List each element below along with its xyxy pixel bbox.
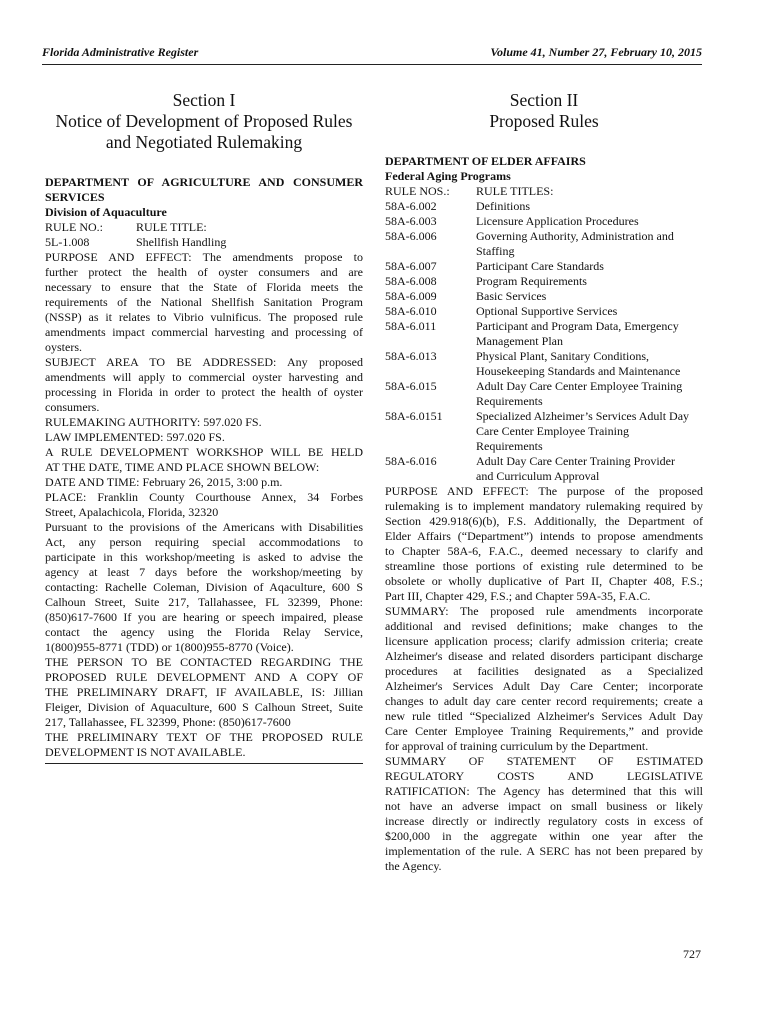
rule-title-line: Participant and Program Data, Emergency [476,319,679,333]
rule-row [385,274,703,289]
rule-title-line: Definitions [476,199,530,213]
rule-title-line: Requirements [476,394,543,408]
preliminary-text-notice [45,730,363,760]
text-line: PURPOSE AND EFFECT: The purpose of the proposed [385,484,703,498]
summary [385,604,703,754]
rule-nos-label: RULE NOS.: [385,184,450,198]
text-line: Care Center Employee Training Requirements,” and provide [385,724,703,738]
rule-list [385,199,703,484]
rule-title-line: Staffing [476,244,515,258]
text-line: THE PERSON TO BE CONTACTED REGARDING THE [45,655,363,669]
text-line: implementation of the rule. A SERC has not been prepared by [385,844,703,858]
text-line: not have an adverse impact on small business or likely [385,799,703,813]
text-line: changes to adult day care center record requirements; create a [385,694,703,708]
rule-row [385,304,703,319]
program-name: Federal Aging Programs [385,169,511,183]
rule-title [476,259,703,274]
notice-end-divider [45,763,363,764]
rule-title-line: Specialized Alzheimer’s Services Adult Day [476,409,690,423]
text-line: Fleiger, Division of Aquaculture, 600 S Calhoun Street, Suite [45,700,363,714]
text-line: requirements of the National Shellfish Sanitation Program [45,295,363,309]
rule-title [476,274,703,289]
text-line: licensure application process; clarify admission criteria; create [385,634,703,648]
volume-info: Volume 41, Number 27, February 10, 2015 [490,45,702,59]
rule-title-line: Physical Plant, Sanitary Conditions, [476,349,649,363]
rule-title [476,214,703,229]
rule-number: 58A-6.010 [385,304,437,318]
text-line: amendments impact commercial harvesting and processing of [45,325,363,339]
rule-row [385,229,703,259]
text-line: procedures at facilities designated as a Specialized [385,664,703,678]
rule-row [385,319,703,349]
text-line: contacting: Rachelle Coleman, Division of Aqaculture, 600 S [45,580,363,594]
rule-title-line: Adult Day Care Center Training Provider [476,454,675,468]
division-name: Division of Aquaculture [45,205,167,219]
rule-number: 58A-6.015 [385,379,437,393]
rule-number: 5L-1.008 [45,235,90,249]
rule-number: 58A-6.009 [385,289,437,303]
text-line: oysters. [45,340,82,354]
text-line: Section 429.918(6)(b), F.S. Additionally, the Department of [385,514,703,528]
rule-title-line: and Curriculum Approval [476,469,600,483]
rule-titles-label: RULE TITLES: [476,184,554,198]
text-line: amendments will apply to commercial oyster harvesting and [45,370,363,384]
rule-title-line: Program Requirements [476,274,587,288]
text-line: Calhoun Street, Suite 217, Tallahassee, FL 32399, Phone: [45,595,363,609]
text-line: further protect the health of oyster consumers and are [45,265,363,279]
running-header [42,45,702,63]
rule-row [385,214,703,229]
section-heading-line: Notice of Development of Proposed Rules [55,111,353,131]
text-line: participate in this workshop/meeting is asked to advise the [45,550,363,564]
rule-number: 58A-6.008 [385,274,437,288]
text-line: (NSSP) as it relates to Vibrio vulnificus. The proposed rule [45,310,363,324]
section-ii-heading [385,90,703,132]
text-line: SUBJECT AREA TO BE ADDRESSED: Any proposed [45,355,363,369]
rule-title-line: Adult Day Care Center Employee Training [476,379,683,393]
text-line: increase directly or indirectly regulatory costs in excess of [385,814,703,828]
law-implemented: LAW IMPLEMENTED: 597.020 FS. [45,430,225,444]
text-line: A RULE DEVELOPMENT WORKSHOP WILL BE HELD [45,445,363,459]
workshop-place [45,490,363,520]
rule-row [385,379,703,409]
section-heading-line: Section II [509,90,579,110]
subject-area [45,355,363,415]
serc-summary [385,754,703,874]
rule-title [476,379,703,409]
text-line: REGULATORY COSTS AND LEGISLATIVE [385,769,703,783]
right-column [385,90,703,874]
agriculture-notice [45,175,363,764]
rule-row [45,235,363,250]
rule-title [476,349,703,379]
rule-row [385,199,703,214]
page-number: 727 [683,947,701,961]
rule-number: 58A-6.016 [385,454,437,468]
rule-title-line: Participant Care Standards [476,259,604,273]
section-heading-line: and Negotiated Rulemaking [105,132,303,152]
rule-row [385,289,703,304]
text-line: 1(800)955-8771 (TDD) or 1(800)955-8770 (Voice). [45,640,294,654]
text-line: RATIFICATION: The Agency has determined that this will [385,784,703,798]
text-line: THE PRELIMINARY TEXT OF THE PROPOSED RULE [45,730,363,744]
rule-title-label: RULE TITLE: [136,220,207,234]
rule-title-line: Governing Authority, Administration and [476,229,674,243]
text-line: SUMMARY: The proposed rule amendments incorporate [385,604,703,618]
rule-title-line: Housekeeping Standards and Maintenance [476,364,681,378]
text-line: PROPOSED RULE DEVELOPMENT AND A COPY OF [45,670,363,684]
text-line: processing in Florida in order to protect the health of oyster [45,385,363,399]
rule-row [385,349,703,379]
department-name: DEPARTMENT OF ELDER AFFAIRS [385,154,586,168]
rule-title-line: Requirements [476,439,543,453]
text-line: Pursuant to the provisions of the Americans with Disabilities [45,520,363,534]
header-divider [42,64,702,65]
text-line: AT THE DATE, TIME AND PLACE SHOWN BELOW: [45,460,320,474]
rulemaking-authority: RULEMAKING AUTHORITY: 597.020 FS. [45,415,262,429]
rule-title [476,409,703,454]
text-line: Elder Affairs (“Department”) intends to propose amendments [385,529,703,543]
workshop-date-time: DATE AND TIME: February 26, 2015, 3:00 p.m. [45,475,283,489]
ada-accommodations [45,520,363,655]
rule-no-label: RULE NO.: [45,220,103,234]
elder-affairs-notice [385,154,703,874]
rule-number: 58A-6.007 [385,259,437,273]
rule-number: 58A-6.0151 [385,409,443,423]
text-line: agency at least 7 days before the workshop/meeting by [45,565,363,579]
text-line: $200,000 in the aggregate within one year after the [385,829,703,843]
purpose-and-effect [45,250,363,355]
text-line: 217, Tallahassee, FL 32399, Phone: (850)617-7600 [45,715,291,729]
rule-number: 58A-6.003 [385,214,437,228]
text-line: consumers. [45,400,100,414]
rule-title-line: Optional Supportive Services [476,304,618,318]
rule-title [476,454,703,484]
text-line: PLACE: Franklin County Courthouse Annex, 34 Forbes [45,490,363,504]
rule-row [385,259,703,274]
rule-title [476,199,703,214]
text-line: rulemaking is to implement mandatory rulemaking required by [385,499,703,513]
rule-title-line: Care Center Employee Training [476,424,629,438]
rule-title [476,289,703,304]
rule-number: 58A-6.006 [385,229,437,243]
workshop-notice [45,445,363,475]
department-name: SERVICES [45,190,105,204]
publication-title: Florida Administrative Register [42,45,199,59]
text-line: (850)617-7600 If you are hearing or speech impaired, please [45,610,363,624]
rule-label-row [45,220,363,235]
text-line: additional and revised definitions; make changes to the [385,619,703,633]
section-i-heading [45,90,363,153]
rule-title: Shellfish Handling [136,235,227,249]
text-line: necessary to ensure that the State of Florida meets the [45,280,363,294]
rule-title [476,319,703,349]
text-line: contact the agency using the Florida Relay Service, [45,625,363,639]
text-line: Act, any person requiring special accommodations to [45,535,363,549]
text-line: Alzheimer's disease and related disorders participant discharge [385,649,703,663]
text-line: obsolete or wholly duplicative of Part II, Chapter 408, F.S.; [385,574,703,588]
section-heading-line: Section I [172,90,236,110]
text-line: SUMMARY OF STATEMENT OF ESTIMATED [385,754,703,768]
text-line: for approval of training curriculum by the Department. [385,739,649,753]
text-line: PURPOSE AND EFFECT: The amendments propose to [45,250,363,264]
contact-person [45,655,363,730]
rule-number: 58A-6.013 [385,349,437,363]
rule-row [385,409,703,454]
rule-row [385,454,703,484]
text-line: Street, Apalachicola, Florida, 32320 [45,505,219,519]
rule-number: 58A-6.002 [385,199,437,213]
left-column [45,90,363,764]
section-heading-line: Proposed Rules [489,111,599,131]
text-line: streamline those portions of existing rule determined to be [385,559,703,573]
rule-title [476,304,703,319]
text-line: new rule titled “Specialized Alzheimer's Services Adult Day [385,709,703,723]
rule-title-line: Basic Services [476,289,547,303]
text-line: the Agency. [385,859,442,873]
rule-number: 58A-6.011 [385,319,437,333]
text-line: Alzheimer's Services Adult Day Care Center; incorporate [385,679,703,693]
department-name: DEPARTMENT OF AGRICULTURE AND CONSUMER [45,175,363,189]
rule-title-line: Licensure Application Procedures [476,214,639,228]
purpose-and-effect [385,484,703,604]
text-line: THE PRELIMINARY DRAFT, IF AVAILABLE, IS: Jillian [45,685,363,699]
text-line: to Chapter 58A-6, F.A.C., deemed necessary to clarify and [385,544,703,558]
rule-label-row [385,184,703,199]
text-line: DEVELOPMENT IS NOT AVAILABLE. [45,745,246,759]
text-line: Part III, Chapter 429, F.S.; and Chapter 59A-35, F.A.C. [385,589,651,603]
rule-title-line: Management Plan [476,334,563,348]
rule-title [476,229,703,259]
